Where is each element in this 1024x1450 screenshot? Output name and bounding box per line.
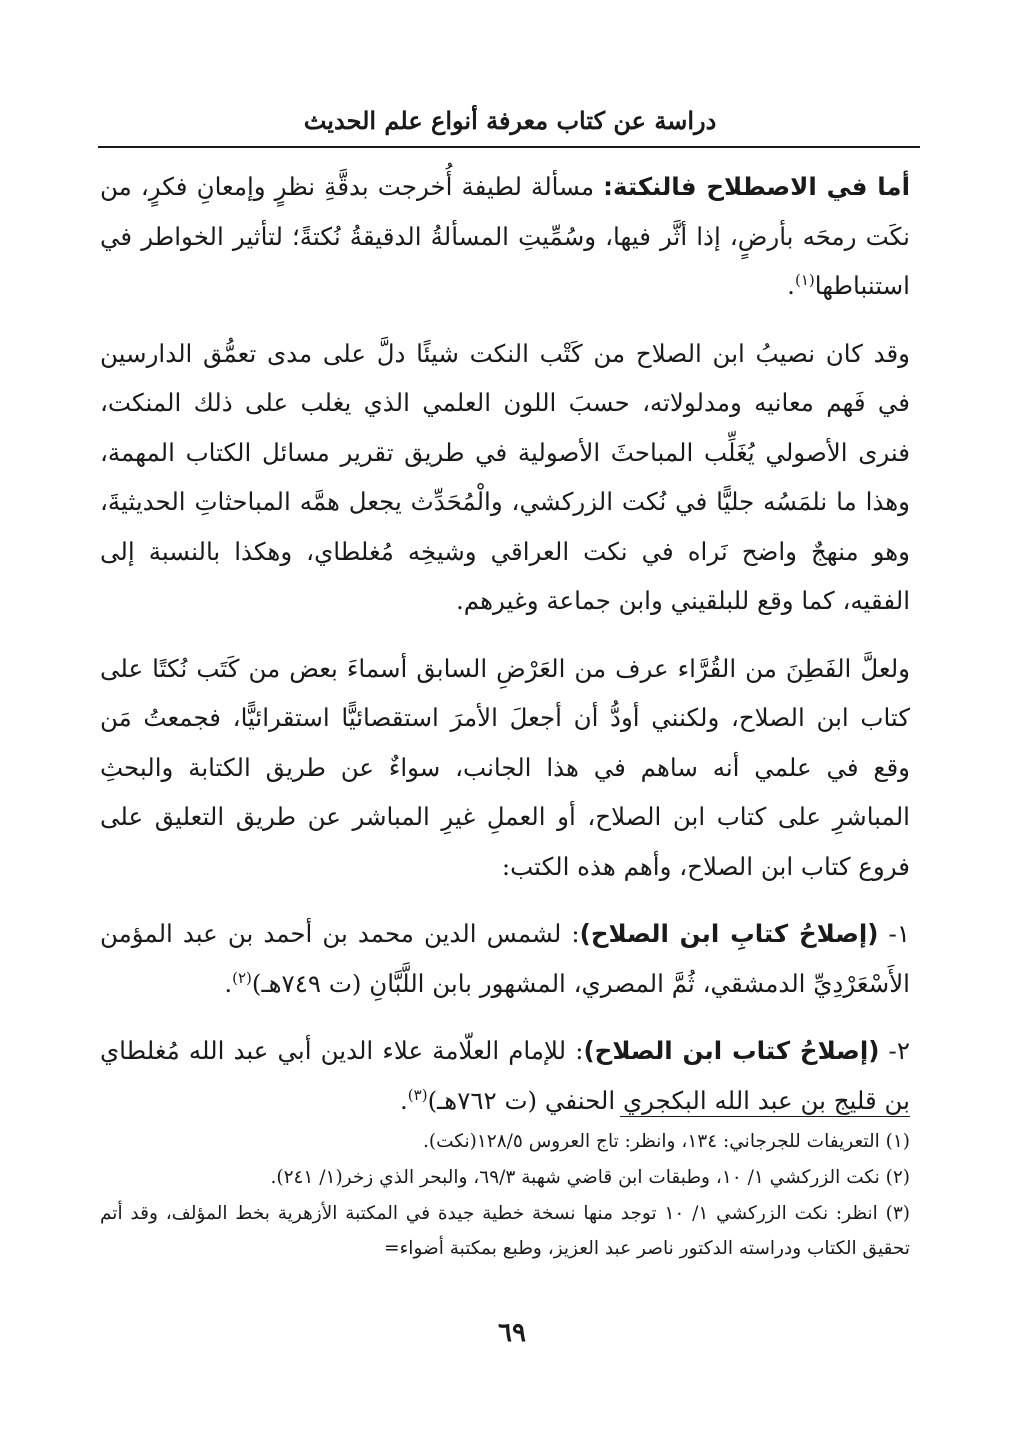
paragraph-collected-books: ولعلَّ الفَطِنَ من القُرَّاء عرف من العَرْضِ السابق أسماءَ بعض من كَتَب نُكتًا على كتاب ابن الصلاح، ولكنني أودُّ أن أجعلَ الأمرَ استقصائيًّا استقرائيًّا، فجمعتُ مَن وقع في علمي أنه ساهم في هذا الجانب، سواءٌ عن طريق الكتابة والبحثِ المباشرِ على كتاب ابن الصلاح، أو العملِ غيرِ المباشر عن طريق التعليق على فروع كتاب ابن الصلاح، وأهم هذه الكتب:: [100, 653, 910, 881]
definition-text: مسألة لطيفة أُخرجت بدقَّةِ نظرٍ وإمعانِ فكرٍ، من نكَت رمحَه بأرضٍ، إذا أثَّر فيها، وسُمِّيتِ المسألةُ الدقيقةُ نُكتةً؛ لتأثير الخواطر في استنباطها: [100, 172, 910, 300]
main-text: [100, 162, 910, 1143]
definition-lead: أما في الاصطلاح فالنكتة:: [603, 172, 910, 201]
running-header: دراسة عن كتاب معرفة أنواع علم الحديث: [303, 106, 717, 135]
list-item-title: (إصلاحُ كتابِ ابن الصلاح): [579, 919, 879, 948]
list-item-1: ١- (إصلاحُ كتابِ ابن الصلاح): لشمس الدين محمد بن أحمد بن عبد المؤمن الأَسْعَرْدِيِّ الدمشقي، ثُمَّ المصري، المشهور بابن اللَّبَّانِ (ت ٧٤٩هـ)$^{(٢)}$.: [100, 919, 910, 998]
footnote-1: (١) التعريفات للجرجاني: ١٣٤، وانظر: تاج العروس ١٢٨/٥(نكت).: [422, 1131, 910, 1152]
list-item-text: : لشمس الدين محمد بن أحمد بن عبد المؤمن الأَسْعَرْدِيِّ الدمشقي، ثُمَّ المصري، المشهور بابن اللَّبَّانِ (ت ٧٤٩هـ): [100, 919, 910, 998]
page-number: ٦٩: [498, 1318, 526, 1348]
list-item-text: : للإمام العلّامة علاء الدين أبي عبد الله مُغلطاي بن قليج بن عبد الله البكجري الحنفي (ت ٧٦٢هـ): [100, 1036, 910, 1115]
footnote-2: (٢) نكت الزركشي ١/ ١٠، وطبقات ابن قاضي شهبة ٦٩/٣، والبحر الذي زخر(١/ ٢٤١).: [270, 1167, 910, 1188]
paragraph-nukat-share: وقد كان نصيبُ ابن الصلاح من كَتْب النكت شيئًا دلَّ على مدى تعمُّق الدارسين في فَهم معانيه ومدلولاته، حسبَ اللون العلمي الذي يغلب على ذلك المنكت، فنرى الأصولي يُغَلِّب المباحثَ الأصولية في طريق تقرير مسائل الكتاب المهمة، وهذا ما نلمَسُه جليًّا في نُكت الزركشي، والْمُحَدِّث يجعل همَّه المباحثاتِ الحديثيةَ، وهو منهجٌ واضح نَراه في نكت العراقي وشيخِه مُغلطاي، وهكذا بالنسبة إلى الفقيه، كما وقع للبلقيني وابن جماعة وغيرهم.: [100, 338, 910, 615]
footnote-ref-3[interactable]: (٣): [407, 1085, 428, 1104]
list-item-2: ٢- (إصلاحُ كتاب ابن الصلاح): للإمام العلّامة علاء الدين أبي عبد الله مُغلطاي بن قليج بن عبد الله البكجري الحنفي (ت ٧٦٢هـ)$^{(٣)}$.: [100, 1036, 910, 1115]
list-item-title: (إصلاحُ كتاب ابن الصلاح): [583, 1036, 880, 1065]
footnote-ref-1[interactable]: (١): [794, 270, 815, 289]
paragraph-definition: أما في الاصطلاح فالنكتة: مسألة لطيفة أُخرجت بدقَّةِ نظرٍ وإمعانِ فكرٍ، من نكَت رمحَه بأرضٍ، إذا أثَّر فيها، وسُمِّيتِ المسألةُ الدقيقةُ نُكتةً؛ لتأثير الخواطر في استنباطها$^{(١)}$.: [100, 172, 910, 300]
footnotes: [100, 1124, 910, 1267]
list-item-number: ٢-: [888, 1036, 910, 1065]
footnote-3: (٣) انظر: نكت الزركشي ١/ ١٠ توجد منها نسخة خطية جيدة في المكتبة الأزهرية بخط المؤلف، وقد أتم تحقيق الكتاب ودراسته الدكتور ناصر عبد العزيز، وطبع بمكتبة أضواء=: [100, 1203, 910, 1259]
footnote-ref-2[interactable]: (٢): [232, 968, 252, 987]
header-rule: [98, 146, 920, 148]
footnote-separator: [620, 1116, 910, 1117]
list-item-number: ١-: [888, 919, 910, 948]
